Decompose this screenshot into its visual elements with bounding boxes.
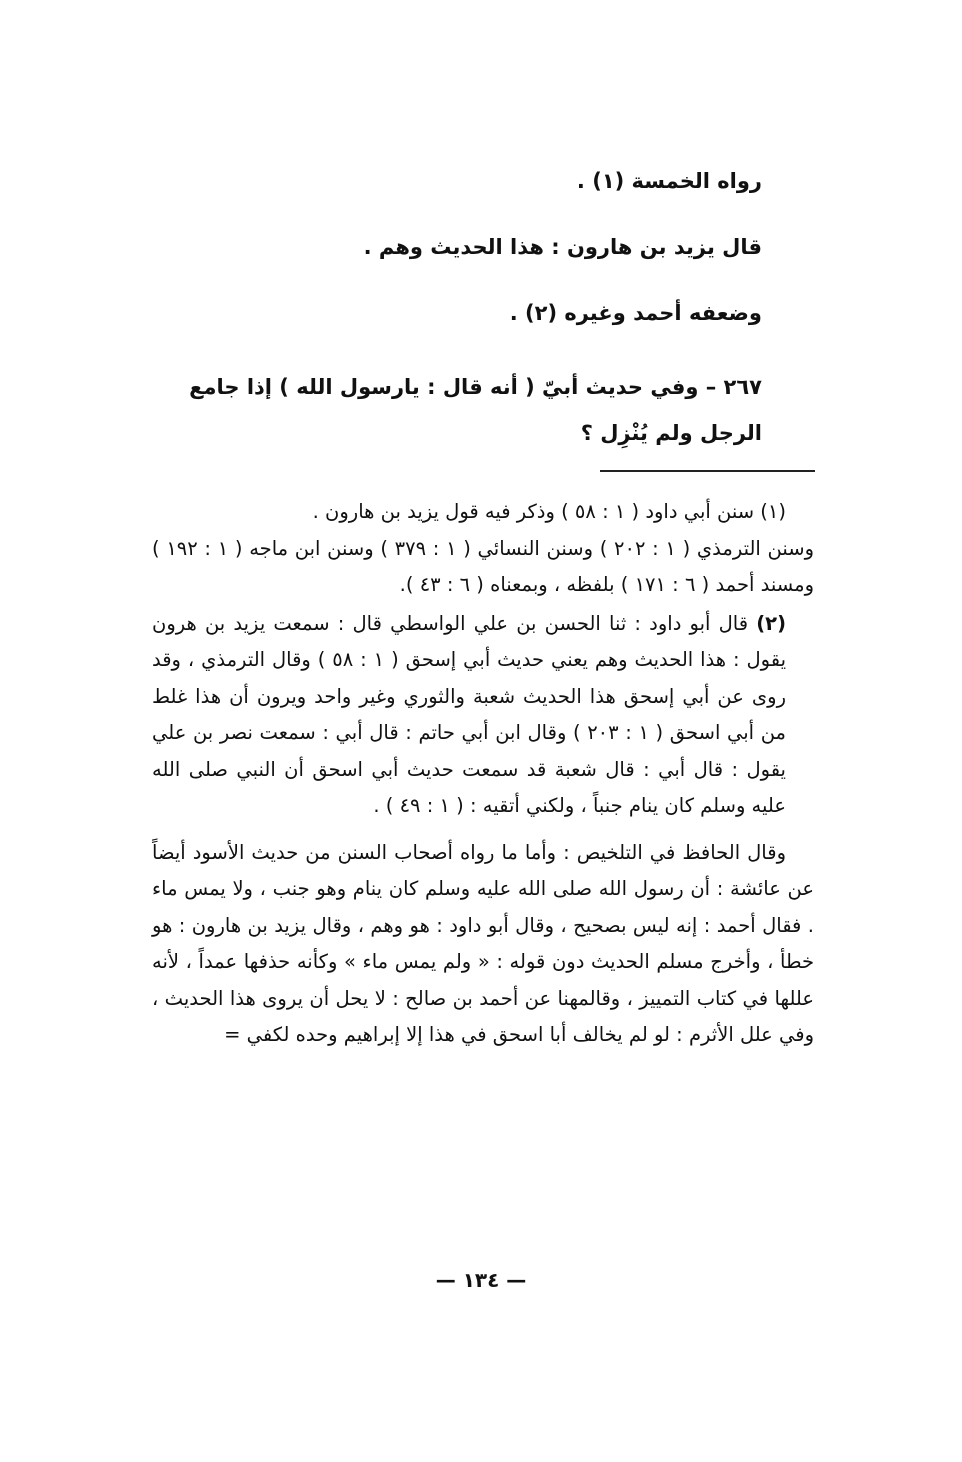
main-line-3: وضعفه أحمد وغيره (٢) .	[509, 301, 762, 325]
footnote-2	[152, 606, 814, 825]
main-line-1: رواه الخمسة (١) .	[576, 169, 762, 193]
main-line-2: قال يزيد بن هارون : هذا الحديث وهم .	[363, 235, 762, 259]
footnote-separator	[600, 470, 815, 472]
footnote-1-continued: وسنن الترمذي ( ١ : ٢٠٢ ) وسنن النسائي ( ١ : ٣٧٩ ) وسنن ابن ماجه ( ١ : ١٩٢ ) ومسند أحمد ( ٦ : ١٧١ ) بلفظه ، وبمعناه ( ٦ : ٤٣ ).	[152, 536, 815, 596]
main-text	[142, 166, 762, 456]
hadith-267: ٢٦٧ – وفي حديث أبيّ ( أنه قال : يارسول الله ) إذا جامع الرجل ولم يُنْزِل ؟	[189, 375, 762, 445]
page-number: — ١٣٤ —	[435, 1268, 527, 1292]
footnote-2-text: قال أبو داود : ثنا الحسن بن علي الواسطي قال : سمعت يزيد بن هرون يقول : هذا الحديث وهم يعني حديث أبي إسحق ( ١ : ٥٨ ) وقال الترمذي ، وقد روى عن أبي إسحق هذا الحديث شعبة والثوري وغير واحد ويرون أن هذا غلط من أبي اسحق ( ١ : ٢٠٣ ) وقال ابن أبي حاتم : قال أبي : سمعت نصر بن علي يقول : قال أبي : قال شعبة قد سمعت حديث أبي اسحق أن النبي صلى الله عليه وسلم كان ينام جنباً ، ولكني أتقيه : ( ١ : ٤٩ ) .	[152, 611, 787, 817]
footnotes	[152, 494, 814, 1054]
footnote-talkhis: وقال الحافظ في التلخيص : وأما ما رواه أصحاب السنن من حديث الأسود أيضاً عن عائشة : أن رسول الله صلى الله عليه وسلم كان ينام وهو جنب ، ولا يمس ماء . فقال أحمد : إنه ليس بصحيح ، وقال أبو داود : هو وهم ، وقال يزيد بن هارون : هو خطأ ، وأخرج مسلم الحديث دون قوله : « ولم يمس ماء » وكأنه حذفها عمداً ، لأنه عللها في كتاب التمييز ، وقالمهنا عن أحمد بن صالح : لا يحل أن يروى هذا الحديث ، وفي علل الأثرم : لو لم يخالف أبا اسحق في هذا إلا إبراهيم وحده لكفي =	[152, 840, 814, 1046]
footnote-2-marker: (٢)	[756, 611, 786, 635]
footnote-1: (١) سنن أبي داود ( ١ : ٥٨ ) وذكر فيه قول يزيد بن هارون .	[312, 500, 786, 523]
